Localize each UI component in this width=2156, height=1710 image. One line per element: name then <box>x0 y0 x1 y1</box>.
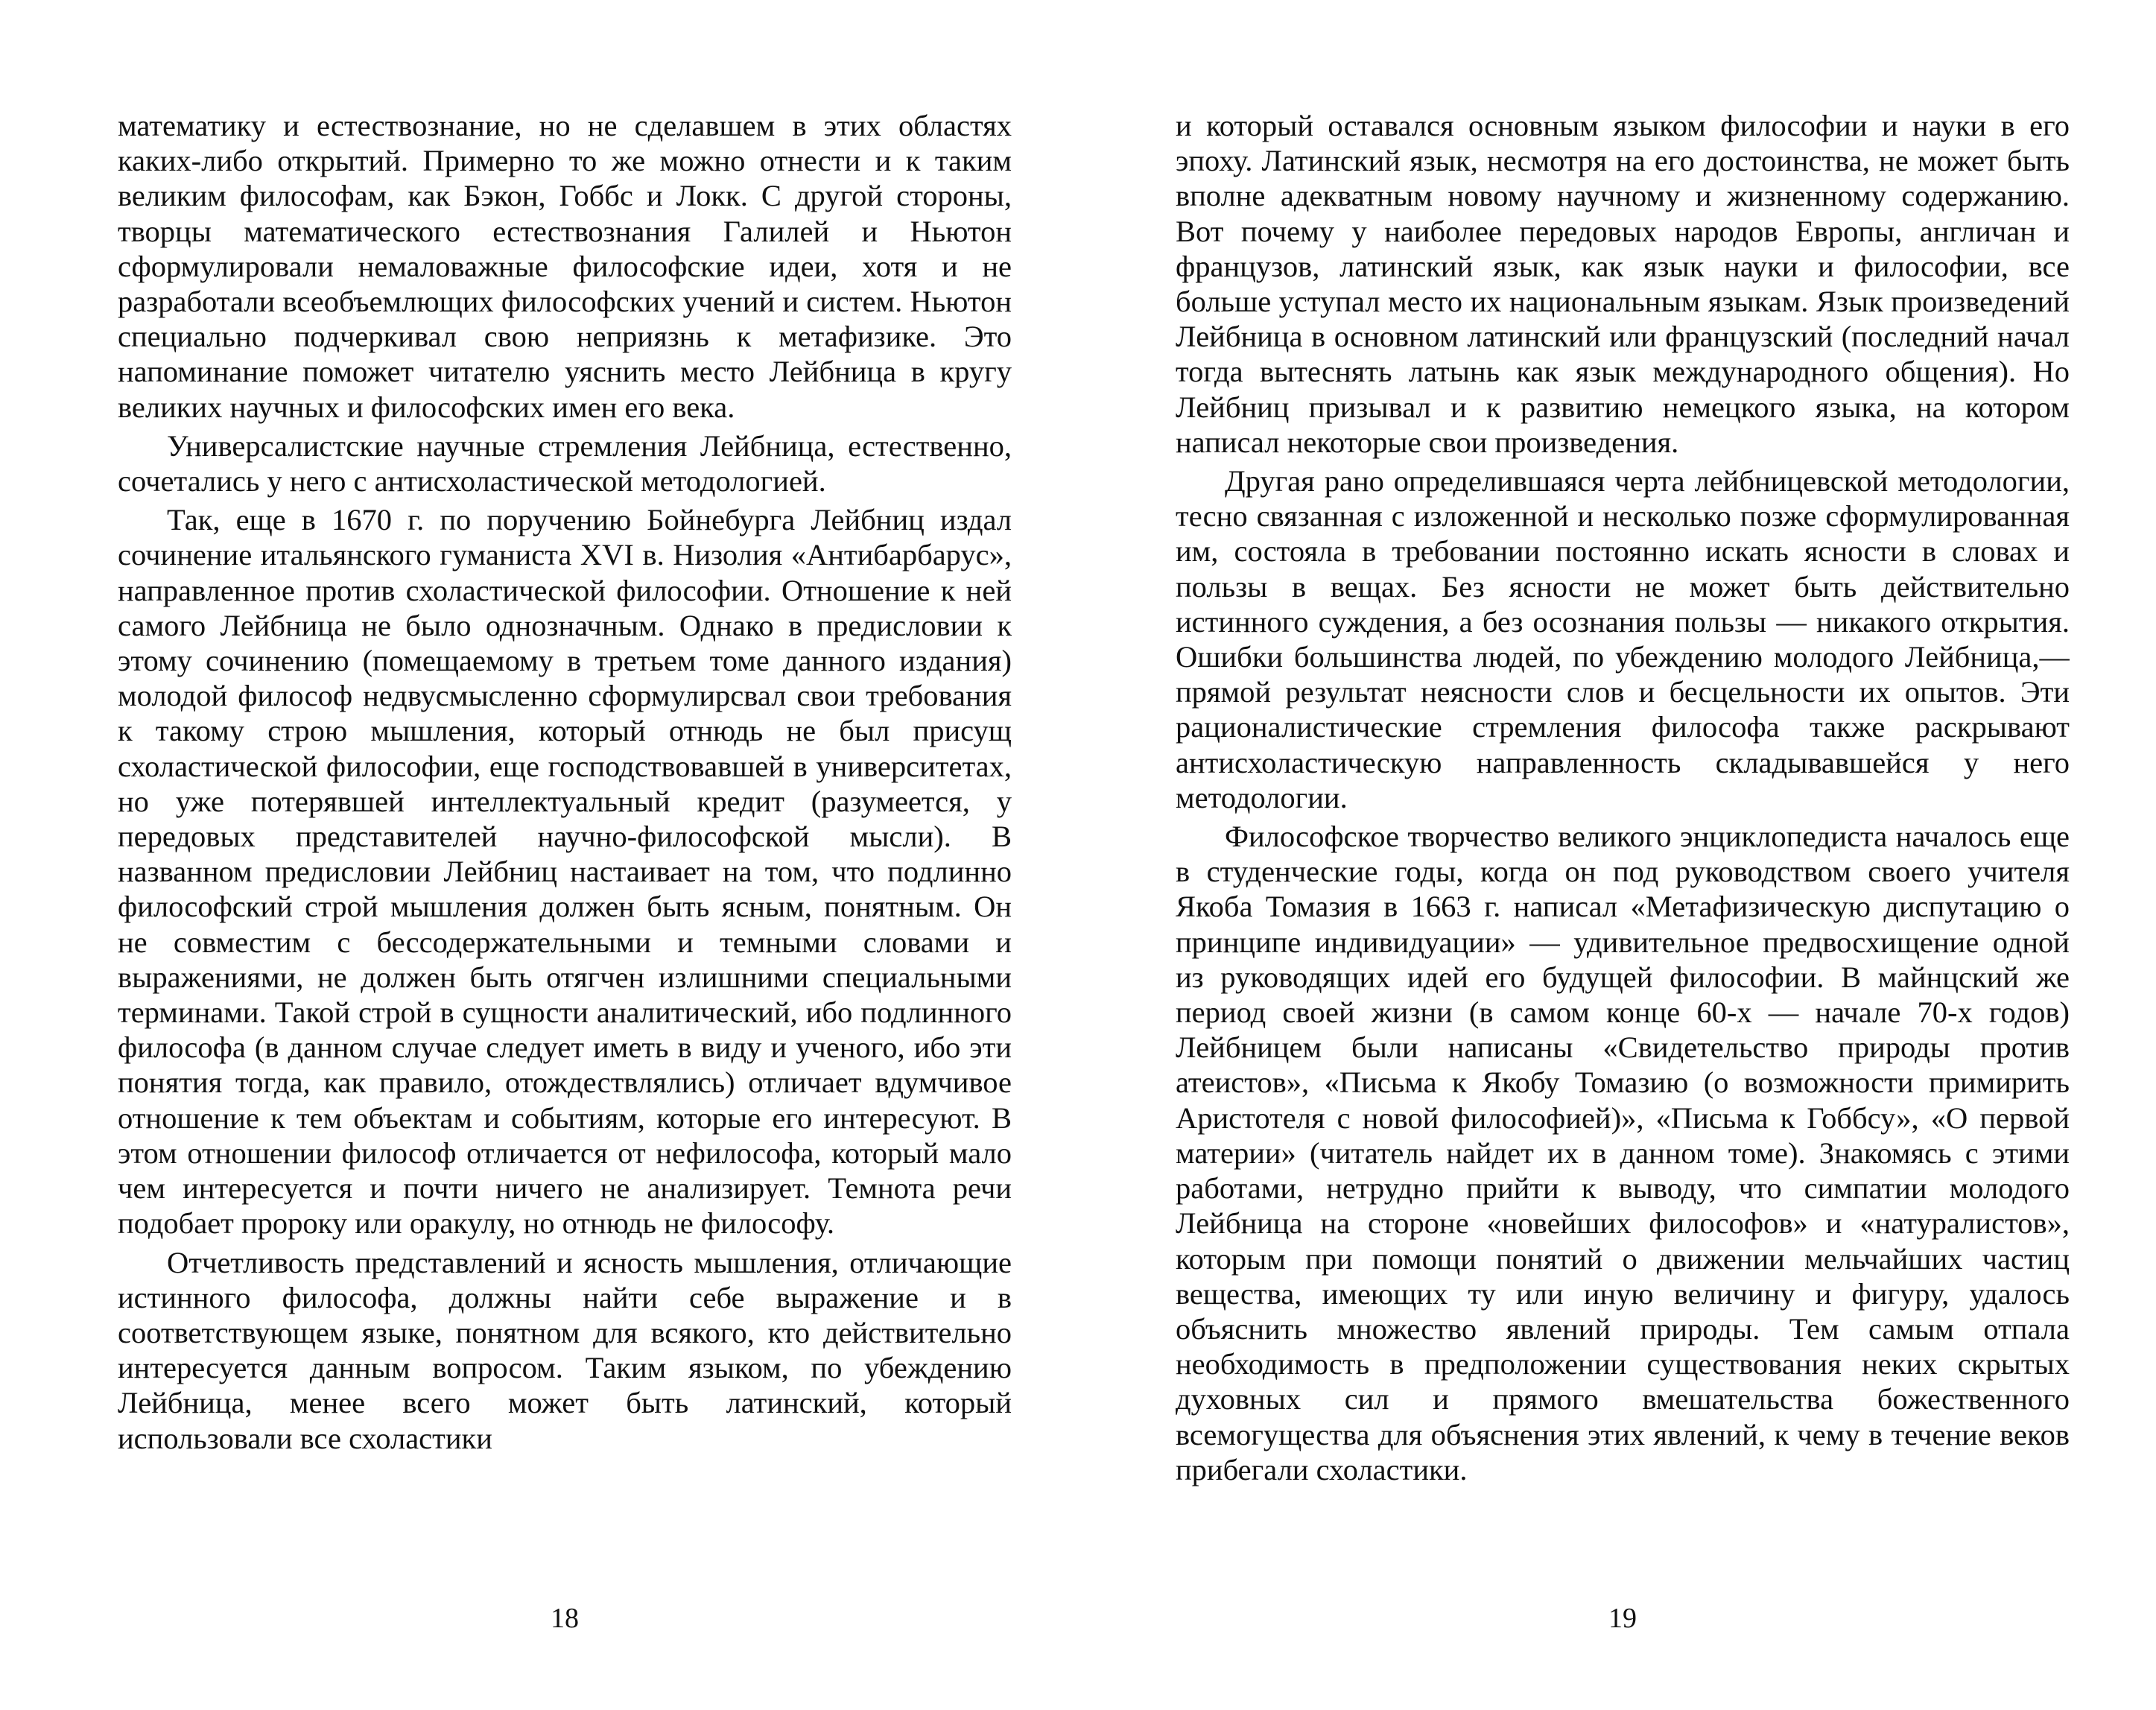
paragraph: Отчетливость представлений и ясность мышления, отличающие истинного философа, должны найти себе выражение и в соответствующем языке, понятном для всякого, кто действительно интересуется данным вопросом. Таким языком, по убеждению Лейбница, менее всего может быть латинский, который использовали все схоластики <box>118 1245 1012 1455</box>
paragraph: Универсалистские научные стремления Лейбница, естественно, сочетались у него с антисхоластической методологией. <box>118 428 1012 498</box>
right-page-text <box>1176 108 2070 1606</box>
left-page-text <box>118 108 1012 1606</box>
left-page <box>118 108 1012 1606</box>
paragraph: Другая рано определившаяся черта лейбницевской методологии, тесно связанная с изложенной и несколько позже сформулированная им, состояла в требовании постоянно искать ясности в словах и пользы в вещах. Без ясности не может быть действительно истинного суждения, а без осознания пользы — никакого открытия. Ошибки большинства людей, по убеждению молодого Лейбница,— прямой результат неясности слов и бесцельности их опытов. Эти рационалистические стремления философа также раскрывают антисхоластическую направленность складывавшейся у него методологии. <box>1176 464 2070 814</box>
paragraph: и который оставался основным языком философии и науки в его эпоху. Латинский язык, несмотря на его достоинства, не может быть вполне адекватным новому научному и жизненному содержанию. Вот почему у наиболее передовых народов Европы, англичан и французов, латинский язык, как язык науки и философии, все больше уступал место их национальным языкам. Язык произведений Лейбница в основном латинский или французский (последний начал тогда вытеснять латынь как язык международного общения). Но Лейбниц призывал и к развитию немецкого языка, на котором написал некоторые свои произведения. <box>1176 109 2070 459</box>
paragraph: Философское творчество великого энциклопедиста началось еще в студенческие годы, когда он под руководством своего учителя Якоба Томазия в 1663 г. написал «Метафизическую диспутацию о принципе индивидуации» — удивительное предвосхищение одной из руководящих идей его будущей философии. В майнцский же период своей жизни (в самом конце 60-х — начале 70-х годов) Лейбницем были написаны «Свидетельство природы против атеистов», «Письма к Якобу Томазию (о возможности примирить Аристотеля с новой философией)», «Письма к Гоббсу», «О первой материи» (читатель найдет их в данном томе). Знакомясь с этими работами, нетрудно прийти к выводу, что симпатии молодого Лейбница на стороне «новейших философов» и «натуралистов», которым при помощи понятий о движении мельчайших частиц вещества, имеющих ту или иную величину и фигуру, удалось объяснить множество явлений природы. Тем самым отпала необходимость в предположении существования неких скрытых духовных сил и прямого вмешательства божественного всемогущества для объяснения этих явлений, к чему в течение веков прибегали схоластики. <box>1176 820 2070 1486</box>
page-number-right: 19 <box>1608 1603 1637 1634</box>
right-page <box>1176 108 2070 1606</box>
paragraph: Так, еще в 1670 г. по поручению Бойнебурга Лейбниц издал сочинение итальянского гуманиста XVI в. Низолия «Антибарбарус», направленное против схоластической философии. Отношение к ней самого Лейбница не было однозначным. Однако в предисловии к этому сочинению (помещаемому в третьем томе данного издания) молодой философ недвусмысленно сформулирсвал свои требования к такому строю мышления, который отнюдь не был присущ схоластической философии, еще господствовавшей в университетах, но уже потерявшей интеллектуальный кредит (разумеется, у передовых представителей научно-философской мысли). В названном предисловии Лейбниц настаивает на том, что подлинно философский строй мышления должен быть ясным, понятным. Он не совместим с бессодержательными и темными словами и выражениями, не должен быть отягчен излишними специальными терминами. Такой строй в сущности аналитический, ибо подлинного философа (в данном случае следует иметь в виду и ученого, ибо эти понятия тогда, как правило, отождествлялись) отличает вдумчивое отношение к тем объектам и событиям, которые его интересуют. В этом отношении философ отличается от нефилософа, который мало чем интересуется и почти ничего не анализирует. Темнота речи подобает пророку или оракулу, но отнюдь не философу. <box>118 503 1012 1241</box>
page-number-left: 18 <box>551 1603 579 1634</box>
paragraph: математику и естествознание, но не сделавшем в этих областях каких-либо открытий. Примерно то же можно отнести и к таким великим философам, как Бэкон, Гоббс и Локк. С другой стороны, творцы математического естествознания Галилей и Ньютон сформулировали немаловажные философские идеи, хотя и не разработали всеобъемлющих философских учений и систем. Ньютон специально подчеркивал свою неприязнь к метафизике. Это напоминание поможет читателю уяснить место Лейбница в кругу великих научных и философских имен его века. <box>118 109 1012 424</box>
